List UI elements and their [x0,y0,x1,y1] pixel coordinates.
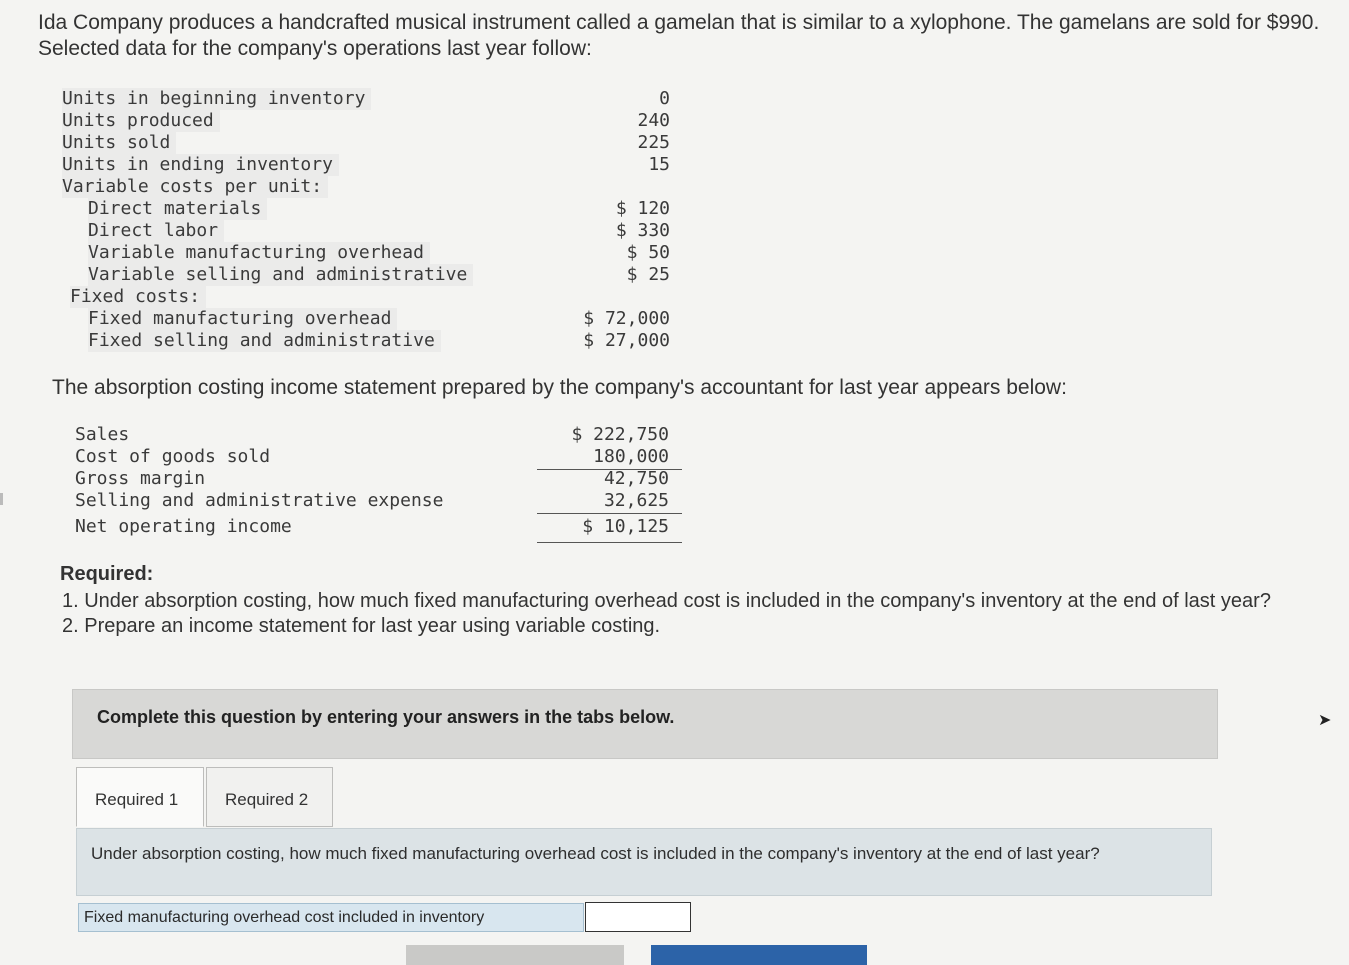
fixed-overhead-answer-input[interactable] [585,902,691,932]
income-value: $ 10,125 [582,516,669,537]
income-row [75,424,685,446]
income-value: 42,750 [603,468,669,489]
data-value: $ 25 [626,264,670,285]
data-label: Variable costs per unit: [62,176,328,198]
data-label: Fixed manufacturing overhead [88,308,397,330]
tab-required-2[interactable] [206,767,333,827]
data-row [62,88,682,110]
data-table [62,88,682,352]
data-row [62,308,682,330]
required-heading: Required: [60,563,154,585]
answer-label-text: Fixed manufacturing overhead cost included in inventory [84,909,485,926]
subtotal-rule [537,513,682,514]
data-label: Units produced [62,110,220,132]
problem-intro: Ida Company produces a handcrafted musical instrument called a gamelan that is similar to a xylophone. The gamelans are sold for $990. Selected data for the company's operations last year follow: [38,11,1320,60]
left-edge-marker [0,493,3,505]
data-value: $ 50 [626,242,670,263]
data-label: Variable selling and administrative [88,264,473,286]
income-label: Net operating income [75,516,292,537]
data-row [62,242,682,264]
income-statement-intro: The absorption costing income statement prepared by the company's accountant for last year appears below: [52,376,1067,399]
income-statement-table [75,424,685,538]
data-value: $ 330 [615,220,670,241]
income-value: $ 222,750 [571,424,669,445]
income-row [75,490,685,512]
previous-button[interactable] [406,945,624,965]
income-row [75,446,685,468]
data-row [62,330,682,352]
data-row [62,198,682,220]
data-value: 0 [659,88,670,109]
income-label: Gross margin [75,468,206,489]
tab-label: Required 2 [225,790,309,809]
income-value: 32,625 [603,490,669,511]
data-label: Direct materials [88,198,267,220]
data-row [62,110,682,132]
required-item-1: 1. Under absorption costing, how much fixed manufacturing overhead cost is included in the company's inventory at the end of last year? [62,590,1271,612]
income-row [75,516,685,538]
income-row [75,468,685,490]
next-button[interactable] [651,945,867,965]
data-row [62,154,682,176]
data-value: 240 [637,110,670,131]
tab-required-1[interactable] [76,767,204,827]
subtotal-rule [537,469,682,470]
required-list [62,590,1322,638]
question-panel [76,828,1212,896]
income-label: Selling and administrative expense [75,490,444,511]
data-value: $ 120 [615,198,670,219]
data-row [62,264,682,286]
data-label: Fixed selling and administrative [88,330,441,352]
total-rule [537,542,682,543]
data-value: 15 [648,154,670,175]
income-label: Cost of goods sold [75,446,271,467]
data-value: $ 27,000 [583,330,670,351]
instruction-text: Complete this question by entering your answers in the tabs below. [97,707,675,727]
question-text: Under absorption costing, how much fixed manufacturing overhead cost is included in the company's inventory at the end of last year? [91,844,1100,863]
data-row [62,132,682,154]
data-value: 225 [637,132,670,153]
answer-row-label [78,903,584,932]
income-value: 180,000 [593,446,669,467]
data-row [62,176,682,198]
data-label: Variable manufacturing overhead [88,242,430,264]
data-row [62,286,682,308]
income-label: Sales [75,424,130,445]
cursor-icon: ➤ [1318,712,1332,729]
data-label: Units sold [62,132,176,154]
data-label: Direct labor [88,220,224,242]
data-label: Fixed costs: [70,286,206,308]
required-item-2: 2. Prepare an income statement for last year using variable costing. [62,615,661,637]
data-label: Units in beginning inventory [62,88,371,110]
data-label: Units in ending inventory [62,154,339,176]
data-row [62,220,682,242]
instruction-banner [72,689,1218,759]
data-value: $ 72,000 [583,308,670,329]
tab-label: Required 1 [95,790,179,809]
